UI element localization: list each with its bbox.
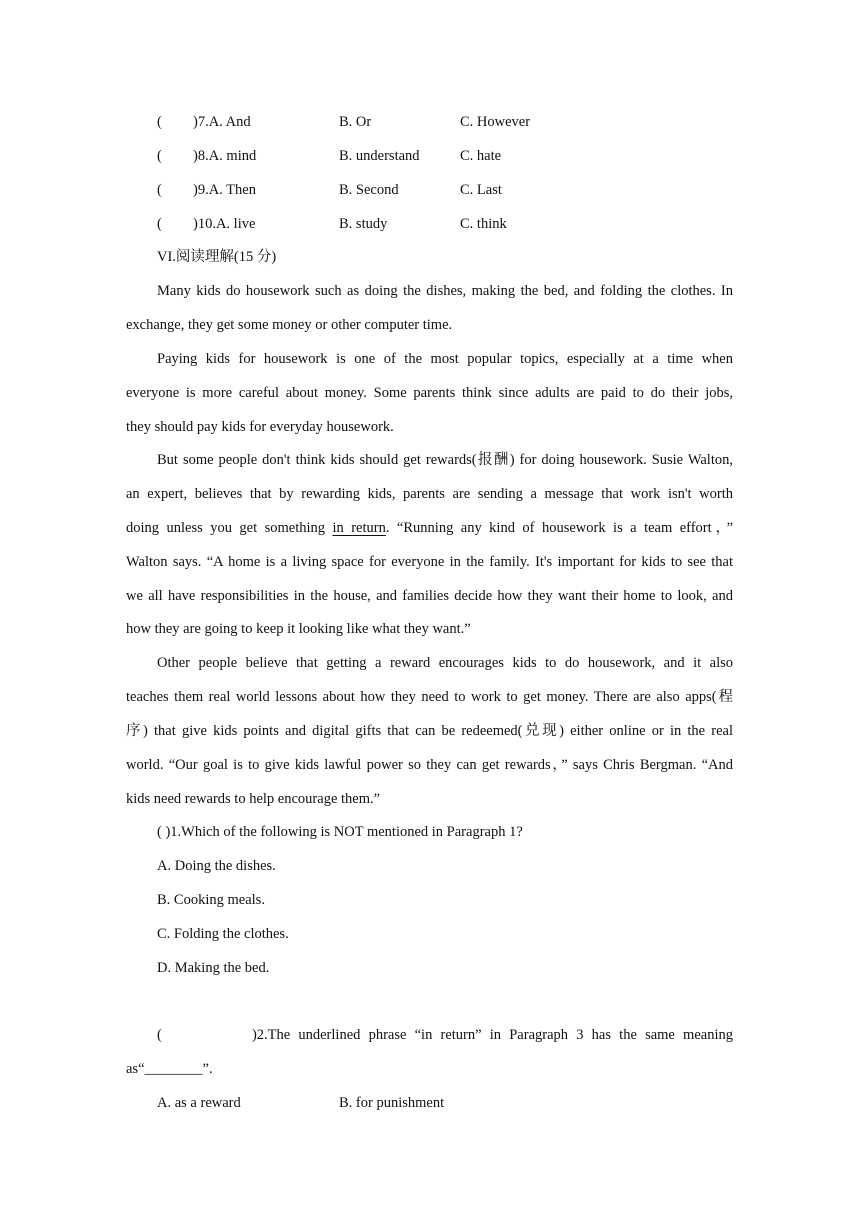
passage-p4-line3: 序) that give kids points and digital gifts that can be redeemed(兑现) either online or in the real — [126, 723, 733, 739]
passage-p2-line1: Paying kids for housework is one of the most popular topics, especially at a time when — [157, 351, 733, 367]
passage-p4-line1: Other people believe that getting a reward encourages kids to do housework, and it also — [157, 655, 733, 671]
question-1-option-a: A. Doing the dishes. — [157, 858, 276, 874]
passage-p2-line3: they should pay kids for everyday housework. — [126, 419, 394, 435]
passage-p1-line1: Many kids do housework such as doing the dishes, making the bed, and folding the clothes. In — [157, 283, 733, 299]
answer-bracket: ( — [157, 182, 162, 198]
passage-p3-line1: But some people don't think kids should get rewards(报酬) for doing housework. Susie Walton, — [157, 452, 733, 468]
passage-p2-line2: everyone is more careful about money. Some parents think since adults are paid to do their jobs, — [126, 385, 733, 401]
option-c: C. hate — [460, 148, 502, 164]
question-2-stem-line2: as“________”. — [126, 1061, 213, 1077]
underlined-phrase: in return — [332, 520, 386, 536]
answer-bracket: ( — [157, 114, 162, 130]
question-1-stem: ( )1.Which of the following is NOT mentioned in Paragraph 1? — [157, 824, 523, 840]
passage-p3-line6: how they are going to keep it looking like what they want.” — [126, 621, 471, 637]
question-2-stem-line1: ( )2.The underlined phrase “in return” in Paragraph 3 has the same meaning — [157, 1027, 733, 1043]
text-after-phrase: . “Running any kind of housework is a team effort，” — [385, 520, 734, 536]
passage-p3-line3 — [126, 511, 733, 545]
option-a: )7.A. And — [193, 114, 251, 130]
option-b: B. Or — [339, 114, 372, 130]
option-a: )9.A. Then — [193, 182, 256, 198]
answer-bracket: ( — [157, 148, 162, 164]
text-before-phrase: doing unless you get something — [126, 520, 333, 536]
passage-p3-line4: Walton says. “A home is a living space for everyone in the family. It's important for kids to see that — [126, 554, 733, 570]
passage-p4-line4: world. “Our goal is to give kids lawful power so they can get rewards，” says Chris Bergman. “And — [126, 757, 733, 773]
question-1-option-b: B. Cooking meals. — [157, 892, 265, 908]
option-c: C. However — [460, 114, 531, 130]
option-b: B. understand — [339, 148, 420, 164]
option-c: C. Last — [460, 182, 502, 198]
option-c: C. think — [460, 216, 507, 232]
option-b: B. Second — [339, 182, 399, 198]
option-a: )8.A. mind — [193, 148, 257, 164]
option-b: B. study — [339, 216, 388, 232]
section-title: VI.阅读理解(15 分) — [157, 249, 277, 265]
question-1-option-d: D. Making the bed. — [157, 960, 270, 976]
option-a: )10.A. live — [193, 216, 256, 232]
question-2-option-a: A. as a reward — [157, 1095, 241, 1111]
question-1-option-c: C. Folding the clothes. — [157, 926, 289, 942]
question-2-option-b: B. for punishment — [339, 1095, 445, 1111]
passage-p3-line2: an expert, believes that by rewarding kids, parents are sending a message that work isn't worth — [126, 486, 733, 502]
answer-bracket: ( — [157, 216, 162, 232]
passage-p1-line2: exchange, they get some money or other computer time. — [126, 317, 453, 333]
passage-p3-line5: we all have responsibilities in the house, and families decide how they want their home to look, and — [126, 588, 733, 604]
passage-p4-line5: kids need rewards to help encourage them.” — [126, 791, 381, 807]
passage-p4-line2: teaches them real world lessons about how they need to work to get money. There are also apps(程 — [126, 689, 733, 705]
